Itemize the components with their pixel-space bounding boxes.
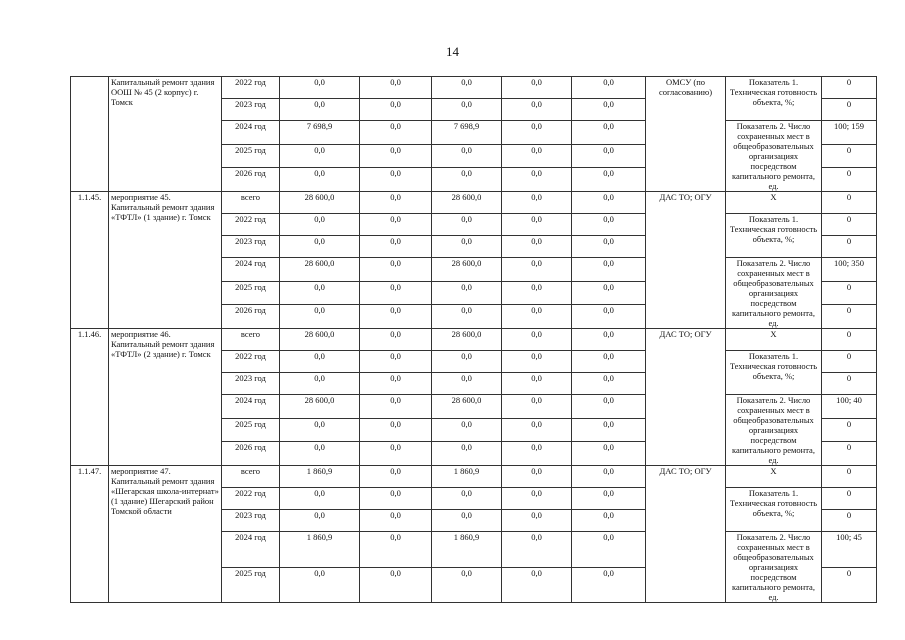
value-cell: 0,0 (502, 236, 572, 258)
year-cell: 2026 год (222, 305, 280, 329)
value-cell: 0,0 (572, 168, 646, 192)
indicator-value: 0 (822, 351, 877, 373)
indicator-value: 0 (822, 418, 877, 442)
value-cell: 0,0 (432, 567, 502, 603)
value-cell: 28 600,0 (280, 329, 360, 351)
value-cell: 1 860,9 (432, 466, 502, 488)
value-cell: 0,0 (280, 236, 360, 258)
measure-number (71, 77, 109, 192)
value-cell: 0,0 (572, 258, 646, 282)
value-cell: 0,0 (572, 488, 646, 510)
value-cell: 0,0 (502, 567, 572, 603)
indicator-value: 0 (822, 144, 877, 168)
value-cell: 0,0 (502, 373, 572, 395)
indicator-value: 0 (822, 77, 877, 99)
measure-title: мероприятие 47. Капитальный ремонт здания «Шегарская школа-интернат» (1 здание) Шегарский район Томской области (109, 466, 222, 603)
measure-number: 1.1.46. (71, 329, 109, 466)
measure-title: Капитальный ремонт здания ООШ № 45 (2 корпус) г. Томск (109, 77, 222, 192)
value-cell: 0,0 (360, 281, 432, 305)
value-cell: 0,0 (502, 351, 572, 373)
value-cell: 0,0 (502, 77, 572, 99)
year-cell: 2024 год (222, 121, 280, 145)
value-cell: 28 600,0 (432, 329, 502, 351)
indicator-1-name: Показатель 1. Техническая готовность объекта, %; (726, 488, 822, 532)
value-cell: 0,0 (572, 99, 646, 121)
value-cell: 0,0 (432, 214, 502, 236)
measure-number: 1.1.47. (71, 466, 109, 603)
value-cell: 0,0 (432, 77, 502, 99)
value-cell: 0,0 (360, 510, 432, 532)
indicator-1-name: Показатель 1. Техническая готовность объекта, %; (726, 214, 822, 258)
year-cell: 2022 год (222, 77, 280, 99)
year-cell: 2022 год (222, 214, 280, 236)
indicator-1-name: Показатель 1. Техническая готовность объекта, %; (726, 77, 822, 121)
program-table (70, 76, 877, 603)
year-cell: всего (222, 329, 280, 351)
value-cell: 28 600,0 (280, 258, 360, 282)
value-cell: 0,0 (502, 281, 572, 305)
value-cell: 1 860,9 (432, 532, 502, 568)
value-cell: 0,0 (432, 99, 502, 121)
value-cell: 0,0 (360, 488, 432, 510)
value-cell: 0,0 (432, 144, 502, 168)
value-cell: 0,0 (432, 510, 502, 532)
value-cell: 0,0 (360, 168, 432, 192)
value-cell: 0,0 (432, 373, 502, 395)
year-cell: 2024 год (222, 395, 280, 419)
value-cell: 0,0 (502, 144, 572, 168)
value-cell: 0,0 (572, 144, 646, 168)
value-cell: 0,0 (360, 395, 432, 419)
value-cell: 0,0 (280, 373, 360, 395)
value-cell: 0,0 (502, 305, 572, 329)
value-cell: 0,0 (280, 305, 360, 329)
value-cell: 0,0 (360, 351, 432, 373)
value-cell: 0,0 (360, 192, 432, 214)
value-cell: 0,0 (280, 144, 360, 168)
value-cell: 0,0 (360, 258, 432, 282)
value-cell: 0,0 (360, 466, 432, 488)
executor-cell: ДАС ТО; ОГУ (646, 329, 726, 466)
executor-cell: ОМСУ (по согласованию) (646, 77, 726, 192)
value-cell: 0,0 (360, 99, 432, 121)
indicator-value: 0 (822, 567, 877, 603)
value-cell: 0,0 (572, 373, 646, 395)
table-row (71, 329, 877, 351)
year-cell: всего (222, 192, 280, 214)
value-cell: 0,0 (502, 99, 572, 121)
year-cell: 2023 год (222, 373, 280, 395)
value-cell: 0,0 (572, 214, 646, 236)
executor-cell: ДАС ТО; ОГУ (646, 192, 726, 329)
value-cell: 0,0 (360, 214, 432, 236)
indicator-value: 100; 45 (822, 532, 877, 568)
value-cell: 0,0 (280, 281, 360, 305)
value-cell: 0,0 (280, 488, 360, 510)
value-cell: 0,0 (280, 351, 360, 373)
value-cell: 0,0 (572, 510, 646, 532)
measure-number: 1.1.45. (71, 192, 109, 329)
year-cell: 2023 год (222, 99, 280, 121)
value-cell: 0,0 (432, 281, 502, 305)
value-cell: 0,0 (572, 305, 646, 329)
value-cell: 1 860,9 (280, 466, 360, 488)
value-cell: 0,0 (572, 395, 646, 419)
indicator-value: 0 (822, 305, 877, 329)
indicator-2-name: Показатель 2. Число сохраненных мест в общеобразовательных организациях посредством капитального ремонта, ед. (726, 395, 822, 466)
value-cell: 0,0 (360, 236, 432, 258)
value-cell: 0,0 (280, 442, 360, 466)
indicator-value: 0 (822, 281, 877, 305)
year-cell: 2025 год (222, 567, 280, 603)
value-cell: 0,0 (502, 488, 572, 510)
indicator-value: 0 (822, 99, 877, 121)
value-cell: 0,0 (502, 532, 572, 568)
indicator-value: 0 (822, 236, 877, 258)
indicator-2-name: Показатель 2. Число сохраненных мест в общеобразовательных организациях посредством капитального ремонта, ед. (726, 258, 822, 329)
value-cell: 0,0 (502, 168, 572, 192)
value-cell: 0,0 (572, 121, 646, 145)
year-cell: 2023 год (222, 510, 280, 532)
value-cell: 0,0 (280, 168, 360, 192)
indicator-value: 0 (822, 373, 877, 395)
indicator-value: 100; 350 (822, 258, 877, 282)
table-body (71, 77, 877, 603)
value-cell: 28 600,0 (432, 395, 502, 419)
indicator-x: Х (726, 192, 822, 214)
value-cell: 0,0 (280, 510, 360, 532)
value-cell: 28 600,0 (280, 192, 360, 214)
value-cell: 0,0 (572, 567, 646, 603)
value-cell: 0,0 (572, 532, 646, 568)
value-cell: 0,0 (432, 442, 502, 466)
value-cell: 0,0 (502, 510, 572, 532)
value-cell: 0,0 (432, 418, 502, 442)
indicator-value: 0 (822, 214, 877, 236)
value-cell: 0,0 (360, 77, 432, 99)
value-cell: 0,0 (360, 442, 432, 466)
indicator-value: 0 (822, 466, 877, 488)
year-cell: 2023 год (222, 236, 280, 258)
value-cell: 28 600,0 (432, 258, 502, 282)
year-cell: 2022 год (222, 488, 280, 510)
indicator-value: 0 (822, 442, 877, 466)
year-cell: 2025 год (222, 144, 280, 168)
year-cell: 2024 год (222, 258, 280, 282)
value-cell: 0,0 (502, 442, 572, 466)
value-cell: 0,0 (502, 121, 572, 145)
value-cell: 0,0 (360, 329, 432, 351)
year-cell: всего (222, 466, 280, 488)
value-cell: 0,0 (432, 168, 502, 192)
value-cell: 0,0 (502, 395, 572, 419)
value-cell: 0,0 (502, 418, 572, 442)
indicator-value: 0 (822, 192, 877, 214)
value-cell: 0,0 (572, 281, 646, 305)
year-cell: 2025 год (222, 281, 280, 305)
indicator-value: 0 (822, 168, 877, 192)
year-cell: 2024 год (222, 532, 280, 568)
measure-title: мероприятие 45. Капитальный ремонт здания «ТФТЛ» (1 здание) г. Томск (109, 192, 222, 329)
value-cell: 0,0 (360, 418, 432, 442)
value-cell: 0,0 (572, 418, 646, 442)
table-row (71, 466, 877, 488)
value-cell: 0,0 (360, 532, 432, 568)
value-cell: 0,0 (572, 77, 646, 99)
value-cell: 0,0 (280, 418, 360, 442)
measure-title: мероприятие 46. Капитальный ремонт здания «ТФТЛ» (2 здание) г. Томск (109, 329, 222, 466)
indicator-value: 0 (822, 488, 877, 510)
value-cell: 7 698,9 (280, 121, 360, 145)
indicator-1-name: Показатель 1. Техническая готовность объекта, %; (726, 351, 822, 395)
indicator-value: 0 (822, 329, 877, 351)
value-cell: 0,0 (502, 329, 572, 351)
indicator-x: Х (726, 329, 822, 351)
value-cell: 0,0 (432, 236, 502, 258)
page-number: 14 (446, 44, 459, 59)
value-cell: 0,0 (502, 466, 572, 488)
value-cell: 0,0 (280, 77, 360, 99)
value-cell: 0,0 (572, 192, 646, 214)
value-cell: 0,0 (280, 567, 360, 603)
value-cell: 7 698,9 (432, 121, 502, 145)
indicator-2-name: Показатель 2. Число сохраненных мест в общеобразовательных организациях посредством капитального ремонта, ед. (726, 532, 822, 603)
indicator-x: Х (726, 466, 822, 488)
value-cell: 0,0 (572, 236, 646, 258)
value-cell: 0,0 (280, 99, 360, 121)
value-cell: 28 600,0 (280, 395, 360, 419)
value-cell: 0,0 (360, 121, 432, 145)
value-cell: 0,0 (360, 144, 432, 168)
value-cell: 28 600,0 (432, 192, 502, 214)
value-cell: 0,0 (360, 567, 432, 603)
value-cell: 0,0 (502, 192, 572, 214)
value-cell: 0,0 (432, 488, 502, 510)
value-cell: 0,0 (360, 305, 432, 329)
executor-cell: ДАС ТО; ОГУ (646, 466, 726, 603)
value-cell: 1 860,9 (280, 532, 360, 568)
value-cell: 0,0 (360, 373, 432, 395)
year-cell: 2026 год (222, 442, 280, 466)
indicator-2-name: Показатель 2. Число сохраненных мест в общеобразовательных организациях посредством капитального ремонта, ед. (726, 121, 822, 192)
indicator-value: 100; 40 (822, 395, 877, 419)
value-cell: 0,0 (502, 258, 572, 282)
year-cell: 2022 год (222, 351, 280, 373)
value-cell: 0,0 (280, 214, 360, 236)
table-row (71, 192, 877, 214)
value-cell: 0,0 (572, 442, 646, 466)
value-cell: 0,0 (432, 305, 502, 329)
table-row (71, 77, 877, 99)
value-cell: 0,0 (432, 351, 502, 373)
value-cell: 0,0 (572, 351, 646, 373)
indicator-value: 100; 159 (822, 121, 877, 145)
value-cell: 0,0 (572, 329, 646, 351)
value-cell: 0,0 (502, 214, 572, 236)
year-cell: 2026 год (222, 168, 280, 192)
value-cell: 0,0 (572, 466, 646, 488)
year-cell: 2025 год (222, 418, 280, 442)
indicator-value: 0 (822, 510, 877, 532)
